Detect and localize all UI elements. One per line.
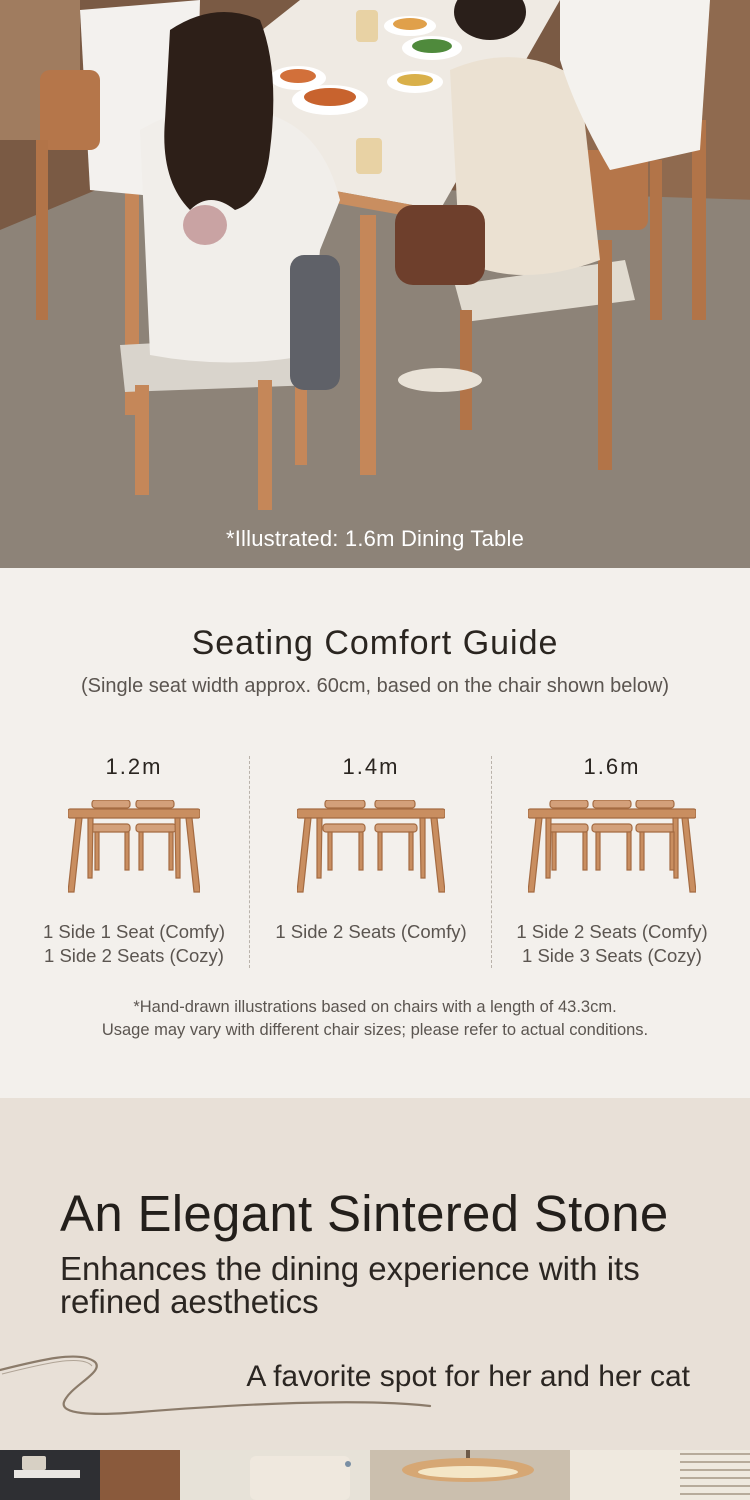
footnote bbox=[0, 996, 750, 1042]
seating-note-line: 1 Side 3 Seats (Cozy) bbox=[522, 945, 702, 966]
seating-note bbox=[494, 920, 730, 968]
dining-scene-illustration bbox=[0, 0, 750, 568]
seating-note-line: 1 Side 2 Seats (Cozy) bbox=[44, 945, 224, 966]
section-title: Seating Comfort Guide bbox=[191, 624, 559, 662]
column-divider bbox=[491, 756, 492, 968]
table-three-chairs-icon bbox=[528, 800, 696, 894]
hero-caption: *Illustrated: 1.6m Dining Table bbox=[225, 526, 525, 551]
interior-scene-illustration bbox=[0, 1450, 750, 1500]
sintered-stone-section bbox=[0, 1098, 750, 1450]
seating-note bbox=[252, 920, 490, 944]
table-two-chairs-icon bbox=[297, 800, 445, 894]
seating-note bbox=[20, 920, 248, 968]
table-two-chairs-icon bbox=[68, 800, 200, 894]
hero-photo bbox=[0, 0, 750, 568]
table-size-option-1-6m bbox=[494, 754, 730, 974]
footnote-line: *Hand-drawn illustrations based on chairs with a length of 43.3cm. bbox=[133, 998, 617, 1016]
feature-quote: A favorite spot for her and her cat bbox=[246, 1360, 690, 1393]
seating-note-line: 1 Side 2 Seats (Comfy) bbox=[516, 921, 708, 942]
table-size-label: 1.6m bbox=[583, 754, 641, 779]
table-size-label: 1.4m bbox=[342, 754, 400, 779]
seating-note-line: 1 Side 2 Seats (Comfy) bbox=[275, 921, 467, 942]
feature-title: An Elegant Sintered Stone bbox=[60, 1185, 669, 1242]
section-subtitle: (Single seat width approx. 60cm, based on the chair shown below) bbox=[80, 675, 670, 697]
seating-note-line: 1 Side 1 Seat (Comfy) bbox=[43, 921, 225, 942]
footnote-line: Usage may vary with different chair sizes; please refer to actual conditions. bbox=[101, 1021, 649, 1039]
column-divider bbox=[249, 756, 250, 968]
feature-subtitle: Enhances the dining experience with its refined aesthetics bbox=[60, 1250, 640, 1320]
table-size-label: 1.2m bbox=[105, 754, 163, 779]
seating-guide-section bbox=[0, 568, 750, 1098]
interior-photo-strip bbox=[0, 1450, 750, 1500]
table-size-option-1-4m bbox=[252, 754, 490, 974]
table-size-option-1-2m bbox=[20, 754, 248, 974]
